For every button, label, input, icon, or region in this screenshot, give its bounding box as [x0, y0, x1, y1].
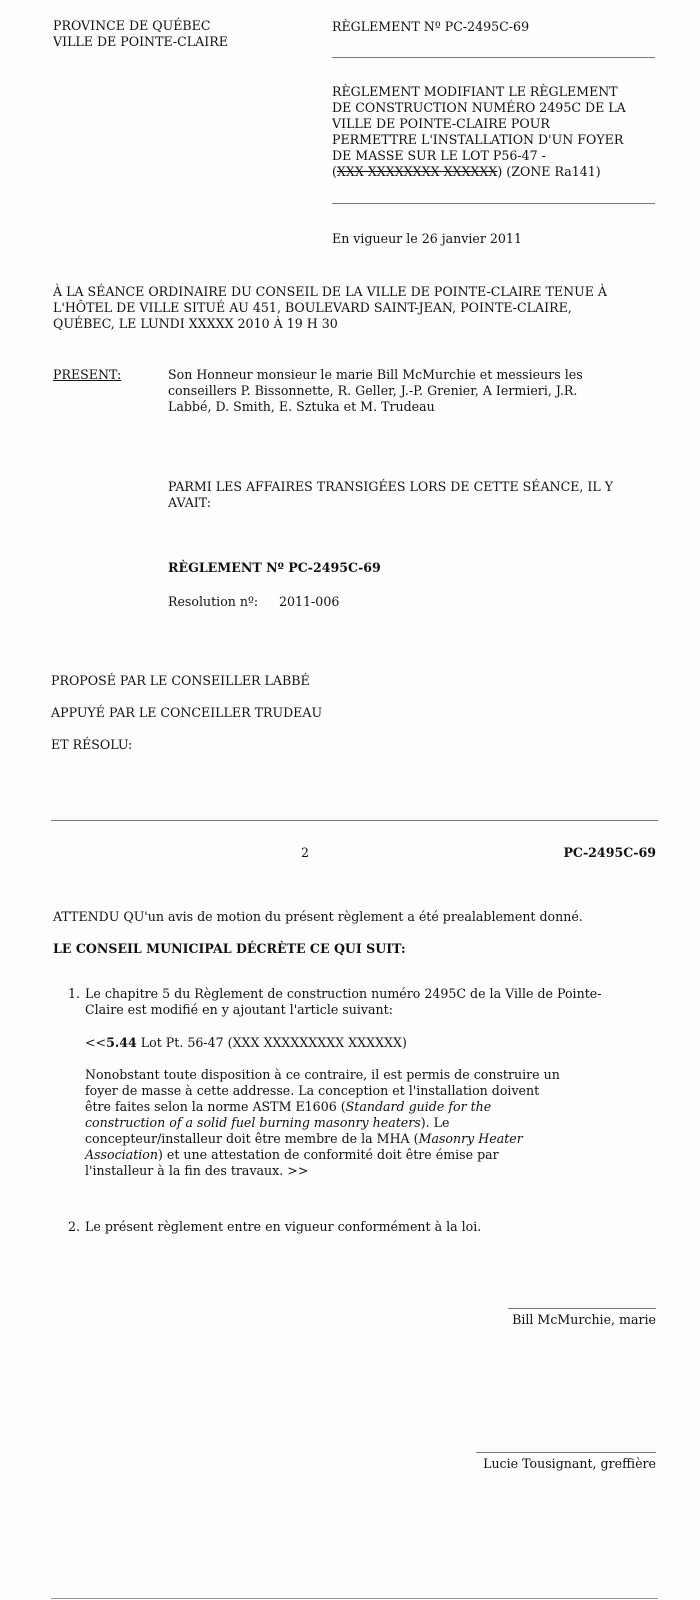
- item-line: Le chapitre 5 du Règlement de construction numéro 2495C de la Ville de Pointe-: [85, 986, 602, 1001]
- title-line: RÈGLEMENT MODIFIANT LE RÈGLEMENT: [332, 84, 618, 99]
- association-name: Masonry Heater: [418, 1131, 523, 1146]
- seance-line: À LA SÉANCE ORDINAIRE DU CONSEIL DE LA VILLE DE POINTE-CLAIRE TENUE À: [53, 284, 608, 299]
- present-line: conseillers P. Bissonnette, R. Geller, J.-P. Grenier, A Iermieri, J.R.: [168, 383, 578, 398]
- reglement-number: RÈGLEMENT Nº PC-2495C-69: [332, 19, 530, 34]
- page-separator: [51, 820, 658, 821]
- divider: [332, 57, 655, 58]
- in-force-date: En vigueur le 26 janvier 2011: [332, 231, 522, 246]
- reglement-heading: RÈGLEMENT Nº PC-2495C-69: [168, 560, 381, 575]
- title-line: [332, 164, 662, 180]
- body-line: [85, 1147, 665, 1163]
- body-text: ). Le: [420, 1115, 450, 1130]
- title-line: PERMETTRE L'INSTALLATION D'UN FOYER: [332, 132, 624, 147]
- struck-lot-name: XXX XXXXXXXX XXXXXX: [336, 164, 498, 179]
- standard-title: construction of a solid fuel burning masonry heaters: [85, 1115, 421, 1130]
- signature-line: [508, 1308, 656, 1309]
- present-label: PRESENT:: [53, 367, 122, 382]
- item-number: 2.: [68, 1219, 81, 1234]
- present-line: Labbé, D. Smith, E. Sztuka et M. Trudeau: [168, 399, 435, 414]
- affaires-line: AVAIT:: [168, 495, 211, 510]
- title-line: VILLE DE POINTE-CLAIRE POUR: [332, 116, 550, 131]
- article-open: <<: [85, 1035, 107, 1050]
- body-text: concepteur/installeur doit être membre de la MHA (: [85, 1131, 419, 1146]
- association-name: Association: [85, 1147, 158, 1162]
- present-members: [168, 367, 668, 415]
- seance-paragraph: [53, 284, 673, 332]
- body-line: foyer de masse à cette addresse. La conception et l'installation doivent: [85, 1083, 540, 1098]
- article-title: Lot Pt. 56-47 (XXX XXXXXXXXX XXXXXX): [136, 1035, 407, 1050]
- divider: [332, 203, 655, 204]
- title-line: DE CONSTRUCTION NUMÉRO 2495C DE LA: [332, 100, 626, 115]
- article-number: 5.44: [106, 1035, 137, 1050]
- body-text: être faites selon la norme ASTM E1606 (: [85, 1099, 346, 1114]
- title-zone: ) (ZONE Ra141): [497, 164, 601, 179]
- seance-line: QUÉBEC, LE LUNDI XXXXX 2010 À 19 H 30: [53, 316, 338, 331]
- title-paren-open: (: [332, 164, 337, 179]
- seance-line: L'HÔTEL DE VILLE SITUÉ AU 451, BOULEVARD SAINT-JEAN, POINTE-CLAIRE,: [53, 300, 572, 315]
- page-doc-ref: PC-2495C-69: [563, 845, 656, 860]
- mayor-signature: Bill McMurchie, marie: [512, 1312, 656, 1327]
- affaires-line: PARMI LES AFFAIRES TRANSIGÉES LORS DE CETTE SÉANCE, IL Y: [168, 479, 614, 494]
- affaires-paragraph: [168, 479, 668, 511]
- province-label: PROVINCE DE QUÉBEC: [53, 18, 211, 33]
- clerk-signature: Lucie Tousignant, greffière: [483, 1456, 656, 1471]
- appuye-line: APPUYÉ PAR LE CONCEILLER TRUDEAU: [51, 705, 323, 720]
- body-text: ) et une attestation de conformité doit être émise par: [157, 1147, 499, 1162]
- reglement-title: [332, 84, 662, 180]
- attendu-line: ATTENDU QU'un avis de motion du présent règlement a été prealablement donné.: [53, 909, 583, 924]
- page-number: 2: [301, 845, 310, 860]
- present-line: Son Honneur monsieur le marie Bill McMurchie et messieurs les: [168, 367, 583, 382]
- propose-line: PROPOSÉ PAR LE CONSEILLER LABBÉ: [51, 673, 310, 688]
- standard-title: Standard guide for the: [345, 1099, 492, 1114]
- title-line: DE MASSE SUR LE LOT P56-47 -: [332, 148, 546, 163]
- item-line: Claire est modifié en y ajoutant l'article suivant:: [85, 1002, 393, 1017]
- resolution-label: Resolution nº:: [168, 594, 259, 609]
- item-number: 1.: [68, 986, 81, 1001]
- item-text: [85, 986, 675, 1018]
- decrete-heading: LE CONSEIL MUNICIPAL DÉCRÈTE CE QUI SUIT:: [53, 941, 406, 956]
- body-line: [85, 1099, 665, 1115]
- resolution-value: 2011-006: [279, 594, 340, 609]
- page-bottom-rule: [51, 1598, 658, 1599]
- body-line: [85, 1131, 665, 1147]
- body-line: Nonobstant toute disposition à ce contraire, il est permis de construire un: [85, 1067, 560, 1082]
- article-body: [85, 1067, 665, 1179]
- signature-line: [476, 1452, 656, 1453]
- resolu-line: ET RÉSOLU:: [51, 737, 133, 752]
- body-line: [85, 1115, 665, 1131]
- item-text: Le présent règlement entre en vigueur conformément à la loi.: [85, 1219, 482, 1234]
- body-line: l'installeur à la fin des travaux. >>: [85, 1163, 309, 1178]
- article-heading: [85, 1035, 407, 1051]
- city-label: VILLE DE POINTE-CLAIRE: [53, 34, 228, 49]
